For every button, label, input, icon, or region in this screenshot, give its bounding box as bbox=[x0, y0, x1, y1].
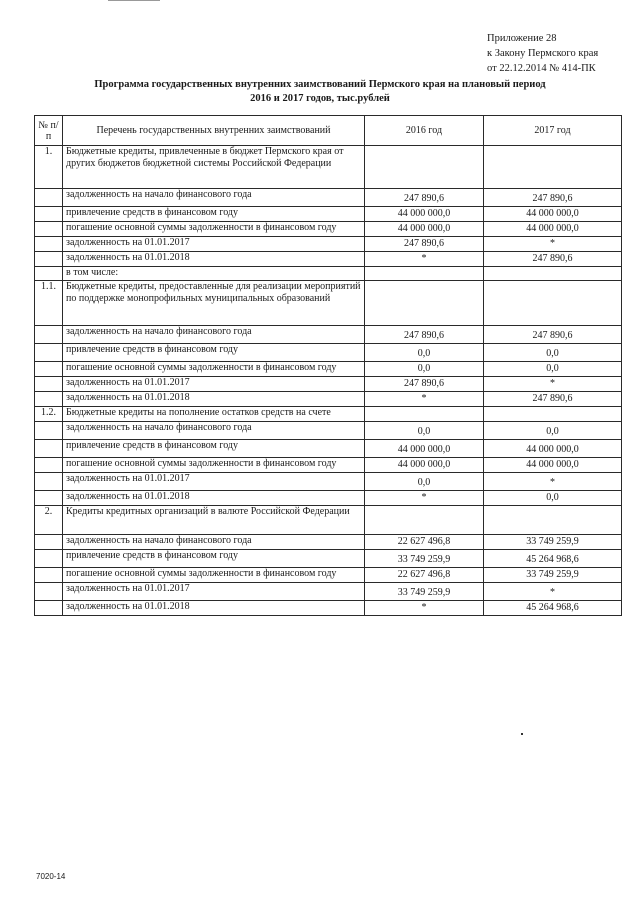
value-2016: * bbox=[365, 252, 484, 267]
value-2016: 44 000 000,0 bbox=[365, 207, 484, 222]
value-2017: 247 890,6 bbox=[484, 189, 622, 207]
row-number bbox=[35, 550, 63, 568]
row-number bbox=[35, 440, 63, 458]
row-name: задолженность на 01.01.2017 bbox=[63, 237, 365, 252]
table-row bbox=[35, 344, 622, 362]
row-number bbox=[35, 583, 63, 601]
value-2017: 44 000 000,0 bbox=[484, 222, 622, 237]
table-row bbox=[35, 362, 622, 377]
value-2016: * bbox=[365, 491, 484, 506]
table-row bbox=[35, 237, 622, 252]
row-number bbox=[35, 535, 63, 550]
scan-artifact-line bbox=[108, 0, 160, 1]
value-2017 bbox=[484, 506, 622, 535]
row-name: задолженность на 01.01.2017 bbox=[63, 377, 365, 392]
title-line-1: Программа государственных внутренних заимствований Пермского края на плановый период bbox=[94, 79, 546, 90]
table-row bbox=[35, 189, 622, 207]
row-number bbox=[35, 568, 63, 583]
table-row bbox=[35, 440, 622, 458]
scan-dot bbox=[521, 733, 523, 735]
table-row bbox=[35, 207, 622, 222]
value-2016: 22 627 496,8 bbox=[365, 568, 484, 583]
value-2016: 33 749 259,9 bbox=[365, 550, 484, 568]
table-row bbox=[35, 326, 622, 344]
table-row bbox=[35, 458, 622, 473]
value-2016: 44 000 000,0 bbox=[365, 222, 484, 237]
value-2016 bbox=[365, 506, 484, 535]
table-row bbox=[35, 473, 622, 491]
value-2016: 44 000 000,0 bbox=[365, 440, 484, 458]
value-2017: 44 000 000,0 bbox=[484, 440, 622, 458]
value-2016: 0,0 bbox=[365, 473, 484, 491]
header-num: № п/п bbox=[35, 116, 63, 146]
value-2017: * bbox=[484, 583, 622, 601]
value-2017: * bbox=[484, 237, 622, 252]
row-name: погашение основной суммы задолженности в финансовом году bbox=[63, 362, 365, 377]
row-name: задолженность на начало финансового года bbox=[63, 326, 365, 344]
header-2017: 2017 год bbox=[484, 116, 622, 146]
row-number bbox=[35, 601, 63, 616]
table-row bbox=[35, 281, 622, 326]
value-2017: 44 000 000,0 bbox=[484, 207, 622, 222]
row-name: задолженность на 01.01.2018 bbox=[63, 601, 365, 616]
row-name: Бюджетные кредиты, предоставленные для реализации мероприятий по поддержке монопрофильных муниципальных образований bbox=[63, 281, 365, 326]
row-number bbox=[35, 252, 63, 267]
borrowings-table bbox=[34, 115, 622, 616]
value-2017: 0,0 bbox=[484, 491, 622, 506]
appendix-line-3: от 22.12.2014 № 414-ПК bbox=[487, 63, 596, 74]
table-row bbox=[35, 422, 622, 440]
value-2017 bbox=[484, 407, 622, 422]
row-name: привлечение средств в финансовом году bbox=[63, 207, 365, 222]
appendix-line-1: Приложение 28 bbox=[487, 33, 557, 44]
row-name: задолженность на 01.01.2017 bbox=[63, 473, 365, 491]
table-row bbox=[35, 601, 622, 616]
value-2017: * bbox=[484, 473, 622, 491]
value-2016: 33 749 259,9 bbox=[365, 583, 484, 601]
row-number bbox=[35, 344, 63, 362]
row-number bbox=[35, 422, 63, 440]
value-2017: 247 890,6 bbox=[484, 326, 622, 344]
row-number: 1. bbox=[35, 146, 63, 189]
row-name: привлечение средств в финансовом году bbox=[63, 440, 365, 458]
table-row bbox=[35, 568, 622, 583]
row-name: Бюджетные кредиты, привлеченные в бюджет Пермского края от других бюджетов бюджетной системы Российской Федерации bbox=[63, 146, 365, 189]
row-name: задолженность на 01.01.2017 bbox=[63, 583, 365, 601]
value-2017 bbox=[484, 146, 622, 189]
row-number bbox=[35, 473, 63, 491]
table-row bbox=[35, 267, 622, 281]
table-body bbox=[35, 146, 622, 616]
table-row bbox=[35, 583, 622, 601]
value-2017: 247 890,6 bbox=[484, 392, 622, 407]
document-title bbox=[0, 78, 640, 106]
value-2016: 0,0 bbox=[365, 362, 484, 377]
row-number: 1.1. bbox=[35, 281, 63, 326]
table-row bbox=[35, 377, 622, 392]
table-row bbox=[35, 535, 622, 550]
header-2016: 2016 год bbox=[365, 116, 484, 146]
value-2016 bbox=[365, 407, 484, 422]
row-number bbox=[35, 362, 63, 377]
row-number bbox=[35, 377, 63, 392]
table-row bbox=[35, 222, 622, 237]
value-2016 bbox=[365, 281, 484, 326]
row-name: задолженность на 01.01.2018 bbox=[63, 252, 365, 267]
row-name: задолженность на начало финансового года bbox=[63, 189, 365, 207]
row-name: погашение основной суммы задолженности в финансовом году bbox=[63, 458, 365, 473]
row-number bbox=[35, 392, 63, 407]
row-number bbox=[35, 222, 63, 237]
table-row bbox=[35, 491, 622, 506]
value-2016: 0,0 bbox=[365, 422, 484, 440]
value-2016 bbox=[365, 267, 484, 281]
row-name: задолженность на начало финансового года bbox=[63, 422, 365, 440]
row-name: Бюджетные кредиты на пополнение остатков средств на счете bbox=[63, 407, 365, 422]
value-2016: 247 890,6 bbox=[365, 237, 484, 252]
row-name: задолженность на начало финансового года bbox=[63, 535, 365, 550]
row-name: погашение основной суммы задолженности в финансовом году bbox=[63, 222, 365, 237]
value-2016: 22 627 496,8 bbox=[365, 535, 484, 550]
table-row bbox=[35, 550, 622, 568]
value-2017: 0,0 bbox=[484, 344, 622, 362]
value-2017: 45 264 968,6 bbox=[484, 601, 622, 616]
row-number bbox=[35, 267, 63, 281]
row-name: в том числе: bbox=[63, 267, 365, 281]
table-row bbox=[35, 506, 622, 535]
value-2017: 0,0 bbox=[484, 362, 622, 377]
row-name: задолженность на 01.01.2018 bbox=[63, 392, 365, 407]
value-2017: 33 749 259,9 bbox=[484, 535, 622, 550]
value-2016: 44 000 000,0 bbox=[365, 458, 484, 473]
header-row bbox=[35, 116, 622, 146]
table-row bbox=[35, 252, 622, 267]
value-2016: 247 890,6 bbox=[365, 326, 484, 344]
row-number bbox=[35, 237, 63, 252]
value-2016 bbox=[365, 146, 484, 189]
row-number bbox=[35, 189, 63, 207]
row-number bbox=[35, 326, 63, 344]
value-2017: 0,0 bbox=[484, 422, 622, 440]
row-number bbox=[35, 207, 63, 222]
value-2016: * bbox=[365, 392, 484, 407]
value-2017: 247 890,6 bbox=[484, 252, 622, 267]
row-number bbox=[35, 491, 63, 506]
appendix-line-2: к Закону Пермского края bbox=[487, 48, 599, 59]
row-name: привлечение средств в финансовом году bbox=[63, 550, 365, 568]
row-number bbox=[35, 458, 63, 473]
value-2016: 0,0 bbox=[365, 344, 484, 362]
row-name: Кредиты кредитных организаций в валюте Российской Федерации bbox=[63, 506, 365, 535]
appendix-note bbox=[487, 31, 598, 76]
table-row bbox=[35, 392, 622, 407]
value-2016: 247 890,6 bbox=[365, 377, 484, 392]
row-name: погашение основной суммы задолженности в финансовом году bbox=[63, 568, 365, 583]
value-2016: * bbox=[365, 601, 484, 616]
title-line-2: 2016 и 2017 годов, тыс.рублей bbox=[250, 93, 390, 104]
table-row bbox=[35, 407, 622, 422]
table-row bbox=[35, 146, 622, 189]
row-number: 2. bbox=[35, 506, 63, 535]
value-2017: 45 264 968,6 bbox=[484, 550, 622, 568]
footer-code: 7020-14 bbox=[36, 872, 66, 881]
value-2017: 33 749 259,9 bbox=[484, 568, 622, 583]
value-2017 bbox=[484, 267, 622, 281]
row-name: задолженность на 01.01.2018 bbox=[63, 491, 365, 506]
value-2017 bbox=[484, 281, 622, 326]
row-name: привлечение средств в финансовом году bbox=[63, 344, 365, 362]
row-number: 1.2. bbox=[35, 407, 63, 422]
value-2017: 44 000 000,0 bbox=[484, 458, 622, 473]
header-name: Перечень государственных внутренних заимствований bbox=[63, 116, 365, 146]
value-2016: 247 890,6 bbox=[365, 189, 484, 207]
value-2017: * bbox=[484, 377, 622, 392]
